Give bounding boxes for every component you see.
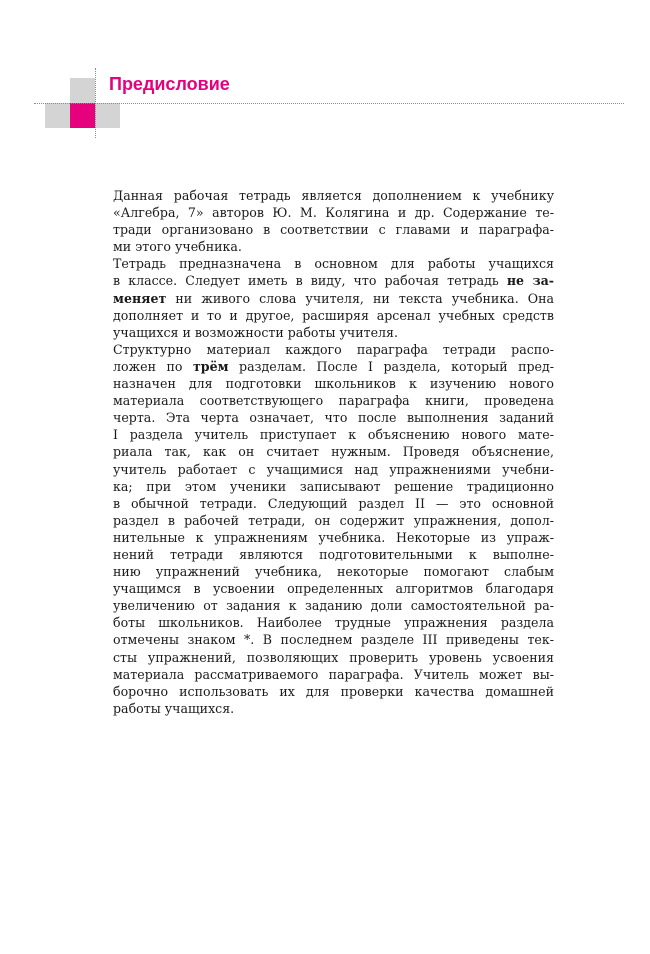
text-run: в классе. Следует иметь в виду, что рабочая тетрадь	[113, 273, 507, 289]
text-line	[113, 666, 554, 683]
text-run: разделам. После I раздела, который пред-	[228, 358, 555, 374]
page-title: Предисловие	[109, 74, 230, 94]
text-run: нительные к упражнениям учебника. Некоторые из упраж-	[113, 529, 554, 545]
text-line	[113, 529, 554, 546]
text-run: дополняет и то и другое, расширяя арсенал учебных средств	[113, 307, 554, 323]
text-line	[113, 272, 554, 289]
text-line	[113, 563, 554, 580]
decor-square	[95, 103, 120, 128]
text-line	[113, 614, 554, 631]
text-run: учащихся и возможности работы учителя.	[113, 324, 398, 340]
text-line	[113, 495, 554, 512]
preface-text	[113, 187, 554, 717]
bold-text: не за-	[506, 273, 554, 289]
text-line	[113, 204, 554, 221]
text-run: увеличению от задания к заданию доли самостоятельной ра-	[113, 598, 554, 614]
text-run: борочно использовать их для проверки качества домашней	[113, 683, 554, 699]
text-line	[113, 290, 554, 307]
text-line	[113, 307, 554, 324]
text-run: ложен по	[113, 358, 193, 374]
text-line	[113, 409, 554, 426]
text-line	[113, 597, 554, 614]
text-run: нений тетради являются подготовительными к выполне-	[113, 546, 554, 562]
text-line	[113, 546, 554, 563]
text-run: Данная рабочая тетрадь является дополнением к учебнику	[113, 188, 554, 203]
bold-text: меняет	[113, 290, 167, 306]
text-line	[113, 255, 554, 272]
text-run: ка; при этом ученики записывают решение традиционно	[113, 478, 554, 494]
text-line	[113, 580, 554, 597]
text-line	[113, 392, 554, 409]
text-run: работы учащихся.	[113, 700, 235, 716]
text-run: нию упражнений учебника, некоторые помогают слабым	[113, 564, 554, 580]
text-run: Структурно материал каждого параграфа тетради распо-	[113, 341, 554, 357]
text-line	[113, 221, 554, 238]
text-line	[113, 478, 554, 495]
bold-text: трём	[192, 358, 229, 374]
text-line	[113, 700, 554, 717]
text-run: черта. Эта черта означает, что после выполнения заданий	[113, 410, 554, 426]
text-line	[113, 426, 554, 443]
decor-square	[45, 103, 70, 128]
text-line	[113, 512, 554, 529]
text-run: боты школьников. Наиболее трудные упражнения раздела	[113, 615, 554, 631]
text-run: учащимся в усвоении определенных алгоритмов благодаря	[113, 581, 554, 597]
text-run: Тетрадь предназначена в основном для работы учащихся	[113, 256, 554, 272]
text-line	[113, 341, 554, 358]
decor-square	[70, 78, 95, 103]
text-line	[113, 238, 554, 255]
text-line	[113, 461, 554, 478]
text-run: риала так, как он считает нужным. Проведя объяснение,	[113, 444, 554, 460]
text-run: ми этого учебника.	[113, 239, 242, 255]
text-run: отмечены знаком *. В последнем разделе III приведены тек-	[113, 632, 554, 648]
text-run: материала соответствующего параграфа книги, проведена	[113, 393, 554, 409]
text-line	[113, 187, 554, 204]
text-run: тради организовано в соответствии с главами и параграфа-	[113, 222, 554, 238]
text-run: назначен для подготовки школьников к изучению нового	[113, 376, 554, 392]
text-line	[113, 683, 554, 700]
text-line	[113, 358, 554, 375]
paragraph	[113, 187, 554, 255]
text-run: материала рассматриваемого параграфа. Учитель может вы-	[113, 666, 554, 682]
paragraph	[113, 341, 554, 717]
text-line	[113, 375, 554, 392]
text-line	[113, 443, 554, 460]
text-run: I раздела учитель приступает к объяснению нового мате-	[113, 427, 554, 443]
decor-square-accent	[70, 103, 95, 128]
text-run: сты упражнений, позволяющих проверить уровень усвоения	[113, 649, 554, 665]
text-run: учитель работает с учащимися над упражнениями учебни-	[113, 461, 554, 477]
dotted-rule-vertical	[95, 68, 96, 138]
text-run: «Алгебра, 7» авторов Ю. М. Колягина и др. Содержание те-	[113, 205, 554, 221]
text-run: ни живого слова учителя, ни текста учебника. Она	[166, 290, 554, 306]
paragraph	[113, 255, 554, 340]
text-line	[113, 324, 554, 341]
text-run: в обычной тетради. Следующий раздел II — это основной	[113, 495, 554, 511]
dotted-rule-horizontal	[34, 103, 624, 104]
text-run: раздел в рабочей тетради, он содержит упражнения, допол-	[113, 512, 554, 528]
text-line	[113, 649, 554, 666]
text-line	[113, 631, 554, 648]
